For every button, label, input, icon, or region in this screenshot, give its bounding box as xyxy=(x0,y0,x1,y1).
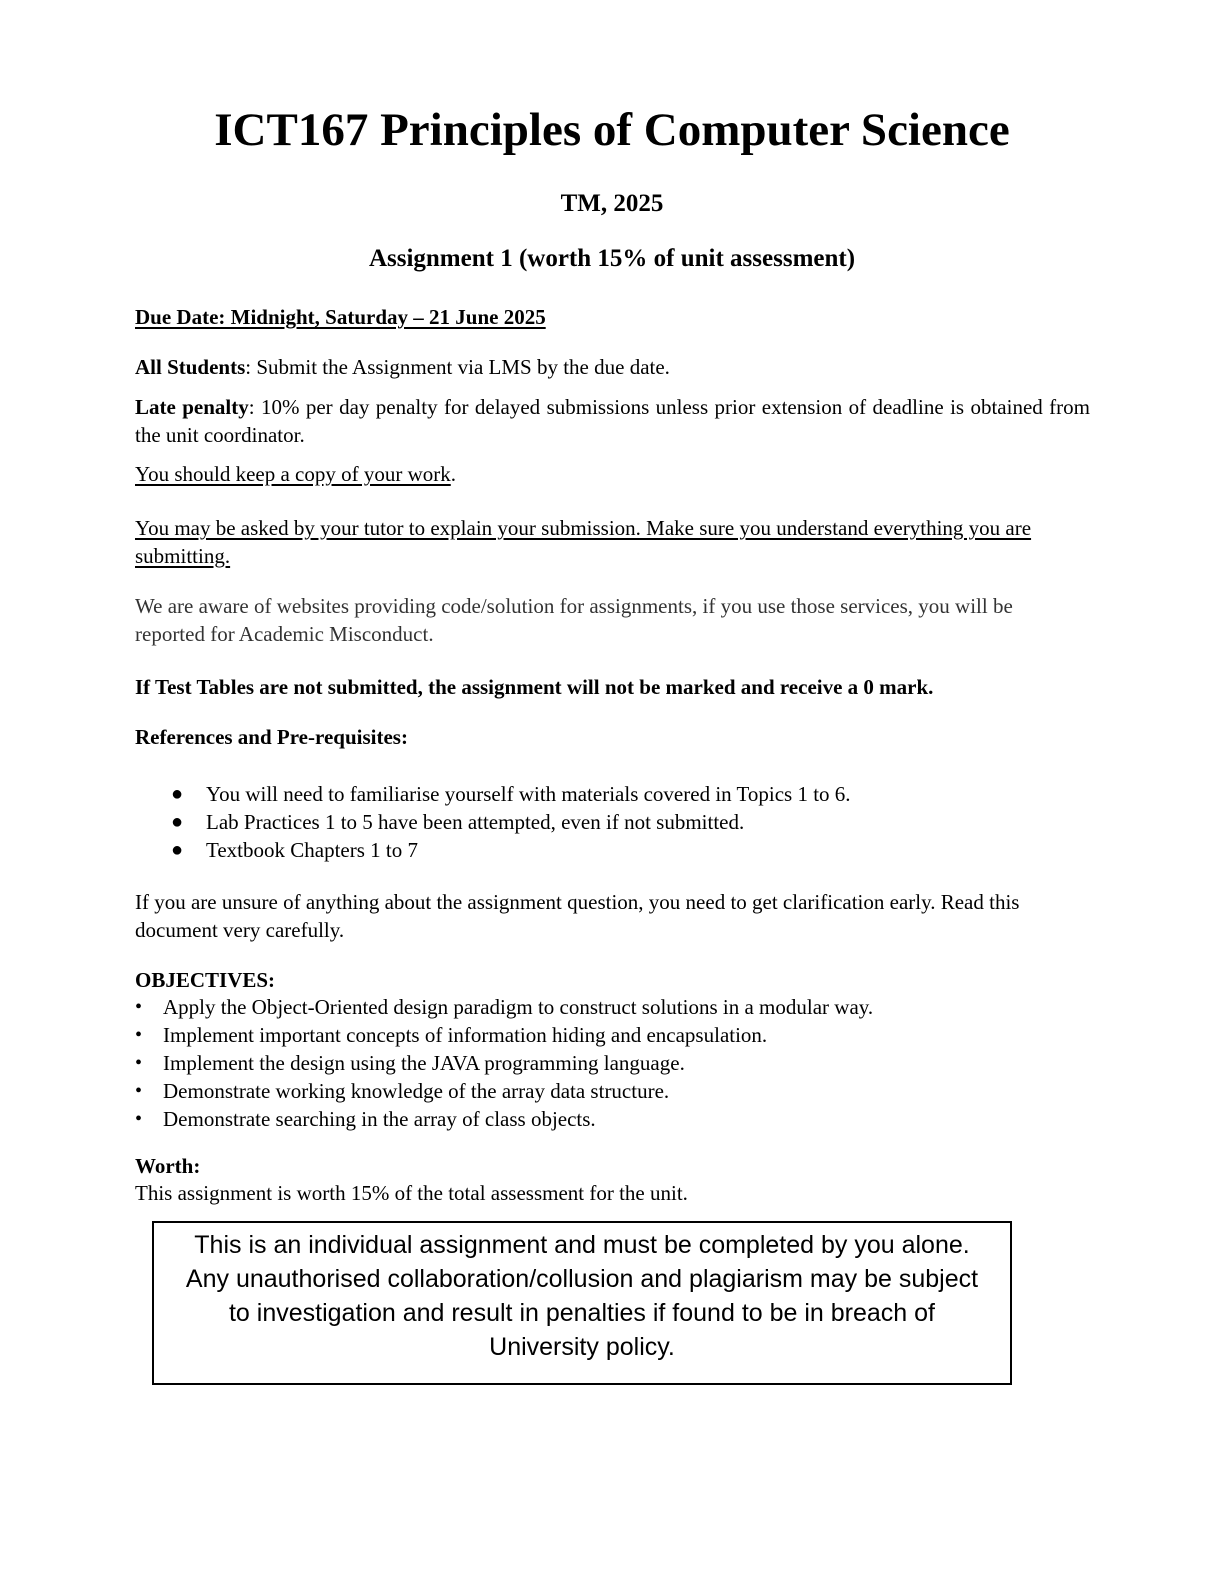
late-penalty-text: : 10% per day penalty for delayed submissions unless prior extension of deadline is obtained from the unit coordinator. xyxy=(135,395,1090,447)
academic-misconduct-note: We are aware of websites providing code/solution for assignments, if you use those services, you will be reported for Academic Misconduct. xyxy=(135,594,1013,646)
notice-line: to investigation and result in penalties if found to be in breach of xyxy=(228,1299,936,1327)
bullet-icon: ● xyxy=(171,783,184,805)
all-students-note xyxy=(135,353,1090,381)
bullet-icon: • xyxy=(135,1080,143,1102)
list-item: ● Textbook Chapters 1 to 7 xyxy=(171,838,418,862)
list-item: • Implement the design using the JAVA programming language. xyxy=(135,1051,685,1075)
worth-heading: Worth: xyxy=(135,1154,201,1178)
document-title: ICT167 Principles of Computer Science xyxy=(214,104,1010,156)
notice-line: This is an individual assignment and must be completed by you alone. xyxy=(194,1231,970,1259)
list-item: • Demonstrate searching in the array of class objects. xyxy=(135,1107,596,1131)
bullet-icon: • xyxy=(135,1024,143,1046)
worth-text: This assignment is worth 15% of the total assessment for the unit. xyxy=(135,1181,688,1205)
clarification-note: If you are unsure of anything about the assignment question, you need to get clarification early. Read this document very carefully. xyxy=(135,890,1020,942)
list-item: ● You will need to familiarise yourself with materials covered in Topics 1 to 6. xyxy=(171,782,851,806)
objectives-list xyxy=(135,993,1090,1133)
list-item: • Apply the Object-Oriented design paradigm to construct solutions in a modular way. xyxy=(135,995,874,1019)
references-list xyxy=(135,780,1090,864)
bullet-icon: ● xyxy=(171,839,184,861)
keep-copy-text: You should keep a copy of your work xyxy=(135,462,451,486)
bullet-icon: • xyxy=(135,1108,143,1130)
test-tables-warning: If Test Tables are not submitted, the assignment will not be marked and receive a 0 mark. xyxy=(135,675,934,699)
due-date: Due Date: Midnight, Saturday – 21 June 2025 xyxy=(135,305,546,329)
list-item: ● Lab Practices 1 to 5 have been attempted, even if not submitted. xyxy=(171,810,745,834)
keep-copy-period: . xyxy=(450,462,456,486)
bullet-icon: • xyxy=(135,996,143,1018)
assignment-heading: Assignment 1 (worth 15% of unit assessment) xyxy=(368,245,856,272)
late-penalty-note xyxy=(135,393,1090,449)
keep-copy-note xyxy=(135,460,1090,488)
term-heading: TM, 2025 xyxy=(560,190,664,217)
list-item: • Demonstrate working knowledge of the array data structure. xyxy=(135,1079,670,1103)
list-item: • Implement important concepts of information hiding and encapsulation. xyxy=(135,1023,768,1047)
explain-submission-note: You may be asked by your tutor to explain your submission. Make sure you understand everything you are submitting. xyxy=(135,516,1032,568)
late-penalty-label: Late penalty xyxy=(135,395,249,419)
all-students-label: All Students xyxy=(135,355,246,379)
bullet-icon: • xyxy=(135,1052,143,1074)
objectives-heading: OBJECTIVES: xyxy=(135,968,276,992)
bullet-icon: ● xyxy=(171,811,184,833)
all-students-text: : Submit the Assignment via LMS by the due date. xyxy=(245,355,670,379)
notice-line: Any unauthorised collaboration/collusion and plagiarism may be subject xyxy=(185,1265,979,1293)
notice-line: University policy. xyxy=(489,1333,675,1361)
integrity-notice-box xyxy=(152,1221,1012,1385)
references-heading: References and Pre-requisites: xyxy=(135,725,408,749)
